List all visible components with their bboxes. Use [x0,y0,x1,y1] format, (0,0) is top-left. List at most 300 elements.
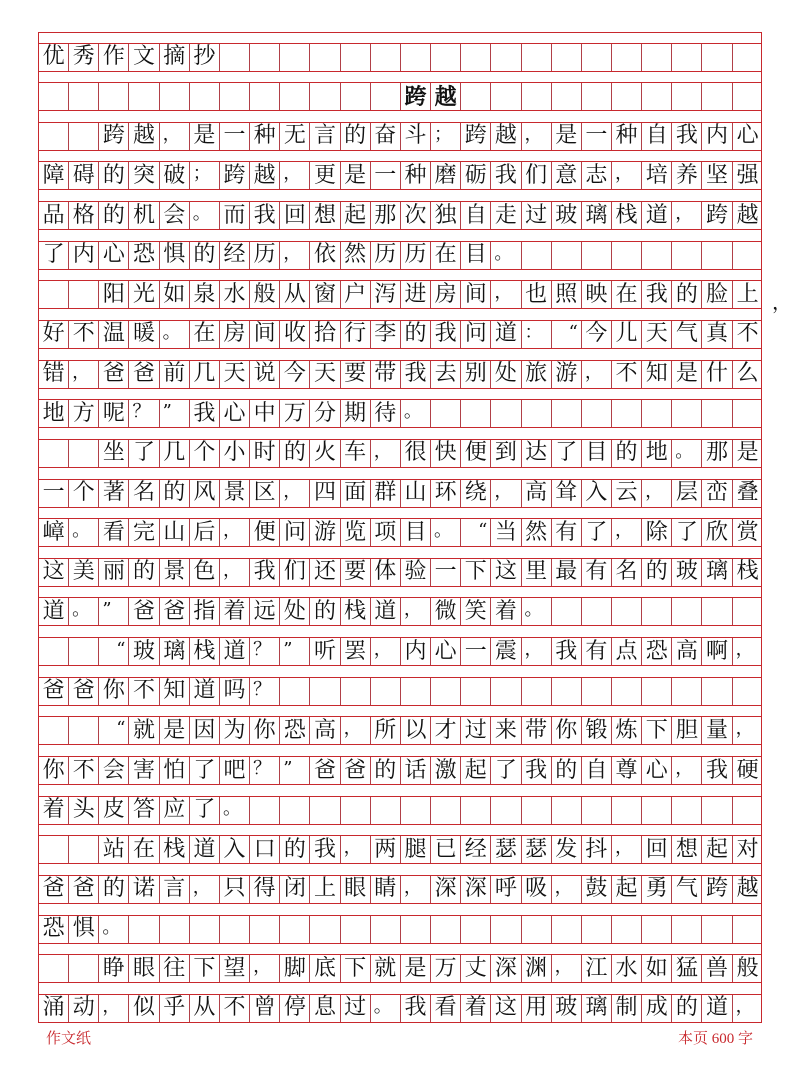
grid-cell: 水 [220,281,250,308]
grid-cell: 我 [401,361,431,388]
text-row [39,399,761,428]
grid-cell [491,83,521,110]
grid-cell: 万 [431,955,461,982]
grid-cell: 了 [129,440,159,467]
grid-cell: 。 [69,519,99,546]
grid-cell: 四 [310,480,340,507]
grid-cell: 呼 [491,876,521,903]
grid-cell: 炼 [612,717,642,744]
text-row [39,479,761,508]
grid-cell: 暖 [129,321,159,348]
grid-cell [491,678,521,705]
grid-cell: 为 [220,717,250,744]
grid-cell: 砺 [461,162,491,189]
grid-cell: 动 [69,995,99,1022]
grid-cell: 心 [220,400,250,427]
grid-cell [220,916,250,943]
grid-cell: 山 [160,519,190,546]
grid-cell: 起 [341,202,371,229]
grid-cell: 地 [39,400,69,427]
grid-cell: 呢 [99,400,129,427]
grid-cell [672,83,702,110]
grid-cell [190,83,220,110]
grid-cell: 跨 [99,123,129,150]
grid-cell: 不 [612,361,642,388]
grid-cell: 说 [250,361,280,388]
grid-cell: 。 [69,598,99,625]
grid-cell: 处 [491,361,521,388]
text-row [39,122,761,151]
grid-cell: 色 [190,559,220,586]
grid-cell [250,44,280,71]
grid-cell [522,83,552,110]
header-row [39,43,761,72]
grid-cell: 几 [160,440,190,467]
grid-cell: 前 [160,361,190,388]
grid-cell: 是 [401,955,431,982]
grid-cell: 制 [612,995,642,1022]
grid-cell: 的 [280,440,310,467]
grid-cell: 望 [220,955,250,982]
grid-cell: 栈 [190,638,220,665]
grid-cell [341,83,371,110]
grid-cell: 丈 [461,955,491,982]
grid-cell [642,44,672,71]
grid-cell: 中 [250,400,280,427]
grid-cell: 道 [491,321,521,348]
text-row [39,360,761,389]
grid-cell: 个 [190,440,220,467]
grid-cell [69,717,99,744]
text-row [39,756,761,785]
grid-cell: 从 [280,281,310,308]
grid-cell: 么 [736,361,759,387]
grid-cell [491,916,521,943]
grid-cell [371,44,401,71]
grid-cell: 们 [280,559,310,586]
grid-cell [582,83,612,110]
grid-cell: “ [552,321,582,348]
grid-cell [612,242,642,269]
grid-cell: ， [612,162,642,189]
grid-cell: 进 [401,281,431,308]
grid-cell: 在 [129,836,159,863]
grid-cell: 我 [190,400,220,427]
grid-cell: 而 [220,202,250,229]
grid-cell: 对 [736,836,759,862]
grid-cell: 恐 [642,638,672,665]
grid-cell: 着 [220,598,250,625]
grid-cell: 勇 [642,876,672,903]
grid-cell [341,44,371,71]
grid-cell: 要 [341,559,371,586]
grid-cell: 今 [582,321,612,348]
grid-cell [461,916,491,943]
grid-cell: 爸 [341,757,371,784]
text-row [39,439,761,468]
grid-cell: 我 [552,638,582,665]
grid-cell: 小 [220,440,250,467]
grid-cell: 障 [39,162,69,189]
grid-cell: ， [280,242,310,269]
grid-cell: 着 [461,995,491,1022]
grid-cell [733,400,763,427]
text-row [39,558,761,587]
grid-cell: 目 [582,440,612,467]
grid-cell: 瑟 [522,836,552,863]
grid-cell: ” [99,598,129,625]
grid-cell [461,83,491,110]
grid-cell: 方 [69,400,99,427]
grid-cell [642,678,672,705]
grid-cell: 览 [341,519,371,546]
grid-cell: 道 [371,598,401,625]
grid-cell: 走 [491,202,521,229]
grid-cell [69,440,99,467]
grid-cell: ， [220,519,250,546]
grid-cell: 下 [461,559,491,586]
grid-cell [552,797,582,824]
grid-cell: 越 [491,123,521,150]
grid-cell: ， [160,123,190,150]
grid-cell: 有 [552,519,582,546]
grid-cell: 坐 [99,440,129,467]
grid-cell: 道 [39,598,69,625]
grid-cell [461,44,491,71]
grid-cell: 赏 [736,519,759,545]
grid-cell: 爸 [129,598,159,625]
grid-cell: 儿 [612,321,642,348]
grid-cell [733,83,763,110]
grid-cell: 胆 [672,717,702,744]
grid-cell: 名 [612,559,642,586]
grid-cell: 行 [341,321,371,348]
grid-cell: 种 [250,123,280,150]
grid-cell: 便 [250,519,280,546]
grid-cell: 的 [280,836,310,863]
grid-cell: ， [612,519,642,546]
grid-cell: 期 [341,400,371,427]
grid-cell: ” [280,757,310,784]
grid-cell [39,836,69,863]
grid-cell: ， [401,876,431,903]
grid-cell [612,44,642,71]
grid-cell: ， [612,836,642,863]
grid-cell: 去 [431,361,461,388]
grid-cell: 般 [736,955,759,981]
grid-cell: 得 [250,876,280,903]
grid-cell: 然 [522,519,552,546]
grid-cell: 区 [250,480,280,507]
grid-cell: 们 [522,162,552,189]
grid-cell: ， [522,123,552,150]
grid-cell: 头 [69,797,99,824]
grid-cell: 依 [310,242,340,269]
grid-cell: 不 [69,757,99,784]
grid-cell: 还 [310,559,340,586]
grid-cell [39,638,69,665]
grid-cell: 恐 [39,916,69,943]
grid-cell: 照 [552,281,582,308]
grid-cell [552,242,582,269]
grid-cell: 底 [310,955,340,982]
grid-cell [552,678,582,705]
grid-cell [280,83,310,110]
grid-cell: 抄 [190,44,220,71]
grid-cell [702,797,732,824]
grid-cell: 的 [99,876,129,903]
grid-cell: 璃 [582,202,612,229]
grid-cell: 知 [642,361,672,388]
grid-cell: 除 [642,519,672,546]
grid-cell: 历 [250,242,280,269]
grid-cell [702,598,732,625]
grid-cell: 的 [672,995,702,1022]
grid-cell: 项 [371,519,401,546]
grid-cell: 跨 [461,123,491,150]
hanging-punctuation: ， [772,289,792,314]
grid-cell: 次 [401,202,431,229]
grid-cell [612,916,642,943]
grid-cell: 然 [341,242,371,269]
grid-cell: 。 [371,995,401,1022]
grid-cell [642,400,672,427]
grid-cell: 几 [190,361,220,388]
grid-cell: 的 [401,321,431,348]
grid-cell: 你 [99,678,129,705]
grid-cell: 言 [310,123,340,150]
grid-cell: 般 [250,281,280,308]
grid-cell [69,955,99,982]
grid-cell: 水 [612,955,642,982]
grid-cell [522,797,552,824]
grid-cell [582,44,612,71]
grid-cell: 景 [220,480,250,507]
text-row [39,597,761,626]
grid-cell [371,797,401,824]
grid-cell [371,916,401,943]
grid-cell: 。 [401,400,431,427]
grid-cell [612,678,642,705]
grid-cell: 就 [371,955,401,982]
text-row [39,796,761,825]
grid-cell [672,44,702,71]
grid-cell: 发 [552,836,582,863]
grid-cell: 独 [431,202,461,229]
grid-cell: 山 [401,480,431,507]
grid-cell: 不 [736,321,759,347]
grid-cell: 起 [702,836,732,863]
grid-cell: ？ [250,678,280,705]
grid-cell: 了 [582,519,612,546]
grid-cell: 如 [160,281,190,308]
grid-cell: 恐 [280,717,310,744]
grid-cell [69,836,99,863]
grid-cell: 爸 [129,361,159,388]
grid-cell: 的 [310,598,340,625]
grid-cell: 入 [220,836,250,863]
grid-cell [522,916,552,943]
grid-cell: 心 [736,123,759,149]
grid-cell [522,678,552,705]
grid-cell: 品 [39,202,69,229]
grid-cell: 带 [371,361,401,388]
grid-cell [341,916,371,943]
grid-cell: 深 [491,955,521,982]
grid-cell [431,678,461,705]
grid-cell: ， [401,598,431,625]
grid-cell [702,678,732,705]
grid-cell: 是 [190,123,220,150]
grid-cell [310,678,340,705]
grid-cell: 曾 [250,995,280,1022]
grid-cell: 你 [552,717,582,744]
grid-cell: 。 [190,202,220,229]
grid-cell: 。 [220,797,250,824]
grid-cell: 处 [280,598,310,625]
grid-cell: 。 [672,440,702,467]
grid-cell: 突 [129,162,159,189]
grid-cell: 江 [582,955,612,982]
grid-cell [733,44,763,71]
grid-cell: 自 [582,757,612,784]
grid-cell [582,678,612,705]
paper-label: 作文纸 [46,1031,92,1047]
grid-cell: 磨 [431,162,461,189]
grid-cell: 言 [160,876,190,903]
grid-cell: 道 [642,202,672,229]
grid-cell: 是 [672,361,702,388]
grid-cell: 快 [431,440,461,467]
grid-cell: 志 [582,162,612,189]
grid-cell: 我 [250,202,280,229]
grid-cell [552,400,582,427]
grid-cell: 收 [280,321,310,348]
grid-cell: 乎 [160,995,190,1022]
grid-cell: 目 [401,519,431,546]
page-word-count: 本页 600 字 [677,1031,753,1047]
composition-grid-paper [38,32,762,1023]
grid-cell [552,598,582,625]
grid-cell: 群 [371,480,401,507]
grid-cell: 在 [190,321,220,348]
grid-cell: 涌 [39,995,69,1022]
grid-cell [39,440,69,467]
grid-cell: 更 [310,162,340,189]
grid-cell: 一 [431,559,461,586]
grid-cell: 错 [39,361,69,388]
grid-cell: 格 [69,202,99,229]
grid-cell: ， [735,718,754,740]
grid-cell [461,400,491,427]
grid-cell: 完 [129,519,159,546]
grid-cell: 诺 [129,876,159,903]
grid-cell: ， [280,480,310,507]
grid-cell: 的 [99,162,129,189]
grid-cell: 爸 [99,361,129,388]
grid-cell [733,916,763,943]
grid-cell: ， [371,638,401,665]
grid-cell: 个 [69,480,99,507]
grid-cell: 来 [491,717,521,744]
grid-cell: 起 [612,876,642,903]
grid-cell [371,678,401,705]
grid-cell [250,916,280,943]
grid-cell: 奋 [371,123,401,150]
text-row [39,915,761,944]
grid-cell: 破 [160,162,190,189]
grid-cell [582,400,612,427]
grid-cell: 爸 [310,757,340,784]
grid-cell: 璃 [160,638,190,665]
grid-cell [672,598,702,625]
grid-cell: 好 [39,321,69,348]
grid-cell: 层 [672,480,702,507]
grid-cell: 璃 [702,559,732,586]
grid-cell: 脚 [280,955,310,982]
text-row [39,875,761,904]
grid-cell: 了 [491,757,521,784]
grid-cell: 回 [642,836,672,863]
grid-cell: ， [672,202,702,229]
grid-cell [341,678,371,705]
grid-cell [310,916,340,943]
grid-cell: 耸 [552,480,582,507]
grid-cell [612,83,642,110]
grid-cell: 内 [69,242,99,269]
grid-cell [69,281,99,308]
grid-cell: 下 [642,717,672,744]
grid-cell: 着 [39,797,69,824]
grid-cell [280,797,310,824]
grid-cell: 光 [129,281,159,308]
grid-cell [250,797,280,824]
grid-cell: 著 [99,480,129,507]
grid-cell: 文 [129,44,159,71]
grid-cell: 道 [190,836,220,863]
grid-cell: 用 [522,995,552,1022]
text-row [39,241,761,270]
grid-cell: 房 [431,281,461,308]
grid-cell: 过 [341,995,371,1022]
grid-cell: 秀 [69,44,99,71]
grid-cell: 息 [310,995,340,1022]
grid-cell: 摘 [160,44,190,71]
grid-cell [522,242,552,269]
grid-cell: 下 [341,955,371,982]
grid-cell: 里 [522,559,552,586]
grid-cell: 了 [190,797,220,824]
grid-cell: 抖 [582,836,612,863]
grid-cell: 恐 [129,242,159,269]
grid-cell: 一 [582,123,612,150]
grid-cell: 我 [250,559,280,586]
grid-cell: 回 [280,202,310,229]
grid-cell: 面 [341,480,371,507]
grid-cell: ？ [129,400,159,427]
grid-cell: 当 [491,519,521,546]
grid-cell: 了 [190,757,220,784]
grid-cell: 间 [461,281,491,308]
grid-cell: 时 [250,440,280,467]
grid-cell: 的 [160,480,190,507]
grid-cell: 强 [736,162,759,188]
grid-cell: 爸 [69,678,99,705]
grid-cell: 道 [702,995,732,1022]
grid-cell: ， [642,480,672,507]
grid-cell [702,83,732,110]
grid-cell: 栈 [160,836,190,863]
